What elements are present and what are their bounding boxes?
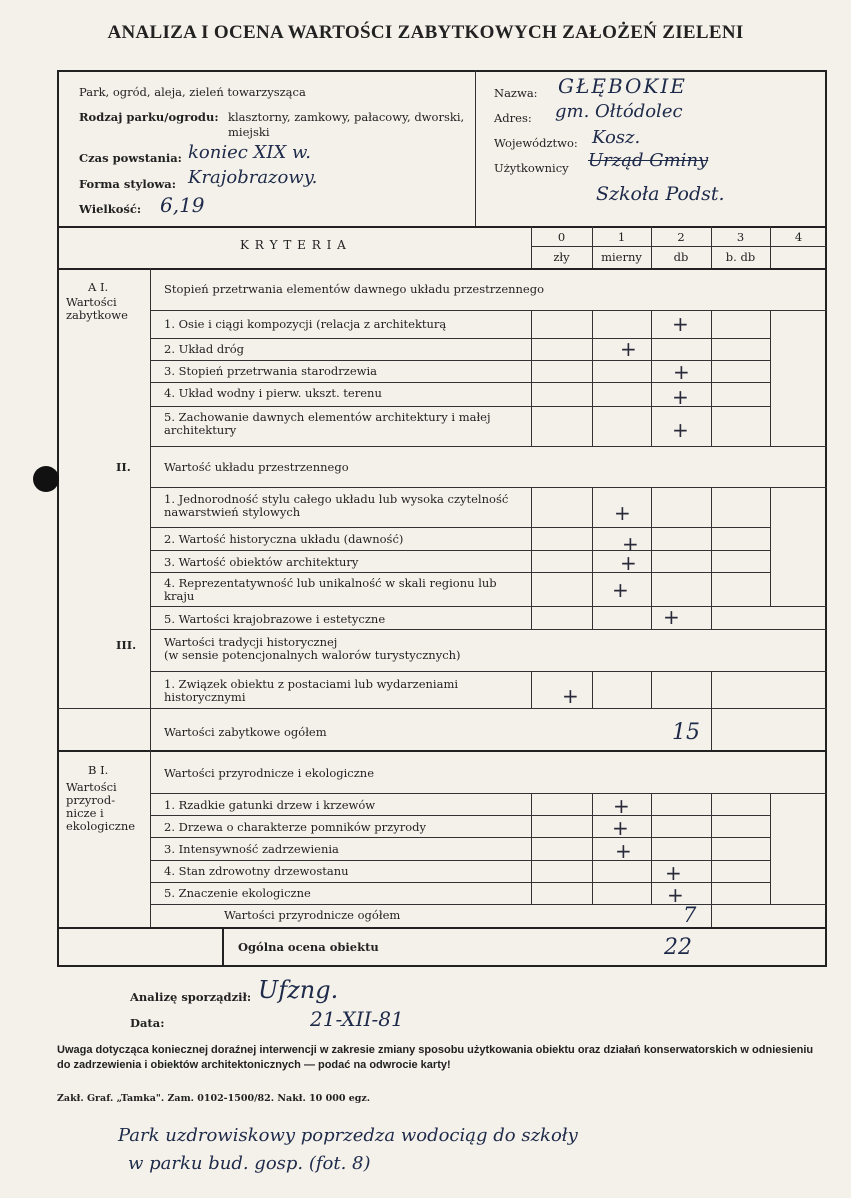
a-g2-title: Wartość układu przestrzennego bbox=[164, 460, 349, 474]
divider bbox=[651, 671, 652, 708]
divider bbox=[531, 793, 532, 904]
score-mark: + bbox=[667, 883, 684, 907]
score-mark: + bbox=[620, 551, 637, 575]
divider bbox=[57, 927, 827, 929]
scale-0-num: 0 bbox=[557, 230, 566, 244]
score-mark: + bbox=[615, 839, 632, 863]
divider bbox=[770, 310, 771, 446]
a-g2-item-3: 3. Wartość obiektów architektury bbox=[164, 555, 359, 569]
divider bbox=[150, 793, 827, 794]
divider bbox=[592, 226, 593, 268]
style-form-value: Krajobrazowy. bbox=[188, 167, 318, 188]
address-label: Adres: bbox=[494, 111, 532, 125]
a-g2-item-5: 5. Wartości krajobrazowe i estetyczne bbox=[164, 612, 386, 626]
divider bbox=[711, 310, 712, 446]
park-kind-label: Rodzaj parku/ogrodu: bbox=[79, 110, 219, 124]
divider bbox=[531, 310, 532, 446]
scale-0-word: zły bbox=[553, 250, 570, 264]
divider bbox=[711, 793, 712, 927]
name-value: GŁĘBOKIE bbox=[558, 74, 687, 98]
divider bbox=[770, 226, 771, 268]
divider bbox=[150, 310, 827, 311]
b-item-1: 1. Rzadkie gatunki drzew i krzewów bbox=[164, 798, 376, 812]
divider bbox=[150, 446, 827, 447]
divider bbox=[150, 629, 827, 630]
scale-2-word: db bbox=[673, 250, 689, 264]
divider bbox=[150, 606, 827, 607]
b-item-5: 5. Znaczenie ekologiczne bbox=[164, 886, 311, 900]
score-mark: + bbox=[620, 337, 637, 361]
park-kind-options-2: miejski bbox=[228, 125, 270, 139]
score-mark: + bbox=[672, 418, 689, 442]
divider bbox=[222, 927, 224, 967]
a-g3-title: Wartości tradycji historycznej (w sensie potencjonalnych walorów turystycznych) bbox=[164, 635, 461, 662]
divider bbox=[592, 671, 593, 708]
divider bbox=[592, 487, 593, 629]
a-g1-item-4: 4. Układ wodny i pierw. ukszt. terenu bbox=[164, 386, 382, 400]
b-total-value: 7 bbox=[683, 903, 697, 927]
a-total-value: 15 bbox=[672, 720, 700, 745]
divider bbox=[770, 793, 771, 904]
a-total-label: Wartości zabytkowe ogółem bbox=[164, 725, 327, 739]
a-g1-item-1: 1. Osie i ciągi kompozycji (relacja z architekturą bbox=[164, 317, 447, 331]
divider bbox=[150, 572, 770, 573]
a-g1-item-3: 3. Stopień przetrwania starodrzewia bbox=[164, 364, 377, 378]
section-a-g2-code: II. bbox=[116, 460, 131, 474]
scale-2-num: 2 bbox=[677, 230, 685, 244]
divider bbox=[711, 708, 712, 750]
a-g1-item-2: 2. Układ dróg bbox=[164, 342, 245, 356]
divider bbox=[150, 708, 151, 750]
divider bbox=[150, 815, 770, 816]
divider bbox=[150, 487, 827, 488]
score-mark: + bbox=[622, 532, 639, 556]
score-mark: + bbox=[665, 861, 682, 885]
scale-1-num: 1 bbox=[617, 230, 626, 244]
divider bbox=[531, 487, 532, 629]
divider bbox=[711, 671, 712, 708]
name-label: Nazwa: bbox=[494, 86, 538, 100]
b-item-2: 2. Drzewa o charakterze pomników przyrody bbox=[164, 820, 426, 834]
prepared-by-label: Analizę sporządził: bbox=[130, 990, 252, 1004]
divider bbox=[711, 487, 712, 629]
date-label: Data: bbox=[130, 1016, 165, 1030]
voivodeship-label: Województwo: bbox=[494, 136, 578, 150]
creation-time-value: koniec XIX w. bbox=[188, 142, 312, 163]
scale-4-num: 4 bbox=[794, 230, 803, 244]
section-a-g3-code: III. bbox=[116, 638, 137, 652]
b-item-3: 3. Intensywność zadrzewienia bbox=[164, 842, 339, 856]
prepared-by-signature: Ufzng. bbox=[258, 976, 339, 1004]
divider bbox=[592, 310, 593, 446]
score-mark: + bbox=[663, 605, 680, 629]
a-g3-item-1: 1. Związek obiektu z postaciami lub wydarzeniami historycznymi bbox=[164, 677, 459, 704]
users-label: Użytkownicy bbox=[494, 161, 569, 175]
divider bbox=[150, 671, 827, 672]
park-kind-options: klasztorny, zamkowy, pałacowy, dworski, bbox=[228, 110, 465, 124]
divider bbox=[711, 226, 712, 268]
divider bbox=[592, 793, 593, 904]
divider bbox=[531, 671, 532, 708]
size-value: 6,19 bbox=[160, 193, 205, 217]
users-value: Urząd Gminy bbox=[588, 150, 709, 171]
divider bbox=[150, 750, 151, 927]
section-b-code: B I. bbox=[88, 763, 109, 777]
a-g2-item-4: 4. Reprezentatywność lub unikalność w skali regionu lub kraju bbox=[164, 576, 497, 603]
score-mark: + bbox=[672, 312, 689, 336]
divider bbox=[57, 750, 827, 752]
a-g1-item-5: 5. Zachowanie dawnych elementów architektury i małej architektury bbox=[164, 410, 491, 437]
section-a-code: A I. bbox=[88, 280, 109, 294]
voivodeship-value: Kosz. bbox=[592, 127, 641, 148]
b-total-label: Wartości przyrodnicze ogółem bbox=[224, 908, 401, 922]
divider bbox=[531, 226, 532, 268]
scale-3-num: 3 bbox=[736, 230, 745, 244]
score-mark: + bbox=[612, 578, 629, 602]
criteria-label: K R Y T E R I A bbox=[240, 238, 347, 252]
park-type-label: Park, ogród, aleja, zieleń towarzysząca bbox=[79, 85, 306, 99]
style-form-label: Forma stylowa: bbox=[79, 177, 176, 191]
b-item-4: 4. Stan zdrowotny drzewostanu bbox=[164, 864, 349, 878]
divider bbox=[651, 310, 652, 446]
score-mark: + bbox=[562, 684, 579, 708]
divider bbox=[770, 487, 771, 606]
address-value: gm. Ołtódolec bbox=[555, 101, 683, 122]
users-value-2: Szkoła Podst. bbox=[596, 183, 725, 205]
score-mark: + bbox=[612, 816, 629, 840]
divider bbox=[150, 550, 770, 551]
divider bbox=[651, 226, 652, 268]
score-mark: + bbox=[614, 501, 631, 525]
divider bbox=[651, 793, 652, 904]
scale-1-word: mierny bbox=[601, 250, 642, 264]
section-a-name: Wartości zabytkowe bbox=[66, 295, 128, 322]
creation-time-label: Czas powstania: bbox=[79, 151, 182, 165]
page-title: ANALIZA I OCENA WARTOŚCI ZABYTKOWYCH ZAŁOŻEŃ ZIELENI bbox=[107, 22, 744, 43]
divider bbox=[150, 527, 770, 528]
divider bbox=[531, 246, 827, 247]
divider bbox=[150, 904, 827, 905]
a-g1-title: Stopień przetrwania elementów dawnego układu przestrzennego bbox=[164, 282, 545, 296]
divider bbox=[57, 268, 827, 270]
handwritten-note-2: w parku bud. gosp. (fot. 8) bbox=[128, 1153, 371, 1174]
divider bbox=[651, 487, 652, 629]
divider bbox=[150, 837, 770, 838]
a-g2-item-1: 1. Jednorodność stylu całego układu lub wysoka czytelność nawarstwień stylowych bbox=[164, 492, 509, 519]
divider bbox=[475, 70, 476, 226]
overall-value: 22 bbox=[664, 935, 692, 960]
handwritten-note-1: Park uzdrowiskowy poprzedza wodociąg do szkoły bbox=[118, 1125, 578, 1146]
divider bbox=[150, 338, 770, 339]
score-mark: + bbox=[613, 794, 630, 818]
punch-hole bbox=[33, 466, 59, 492]
size-label: Wielkość: bbox=[79, 202, 142, 216]
print-info: Zakł. Graf. „Tamka". Zam. 0102-1500/82. Nakł. 10 000 egz. bbox=[57, 1093, 371, 1104]
score-mark: + bbox=[672, 385, 689, 409]
section-b-name: Wartości przyrod- nicze i ekologiczne bbox=[66, 780, 136, 833]
scale-3-word: b. db bbox=[725, 250, 756, 264]
score-mark: + bbox=[673, 360, 690, 384]
b-g1-title: Wartości przyrodnicze i ekologiczne bbox=[164, 766, 375, 780]
date-value: 21-XII-81 bbox=[310, 1007, 404, 1031]
intervention-note: Uwaga dotycząca koniecznej doraźnej interwencji w zakresie zmiany sposobu użytkowania obiektu oraz działań konserwatorskich w odniesieniu do zadrzewienia i obiektów architektonicznych — podać na odwrocie karty! bbox=[57, 1044, 814, 1071]
overall-label: Ogólna ocena obiektu bbox=[238, 940, 379, 954]
divider bbox=[150, 268, 151, 708]
a-g2-item-2: 2. Wartość historyczna układu (dawność) bbox=[164, 532, 404, 546]
